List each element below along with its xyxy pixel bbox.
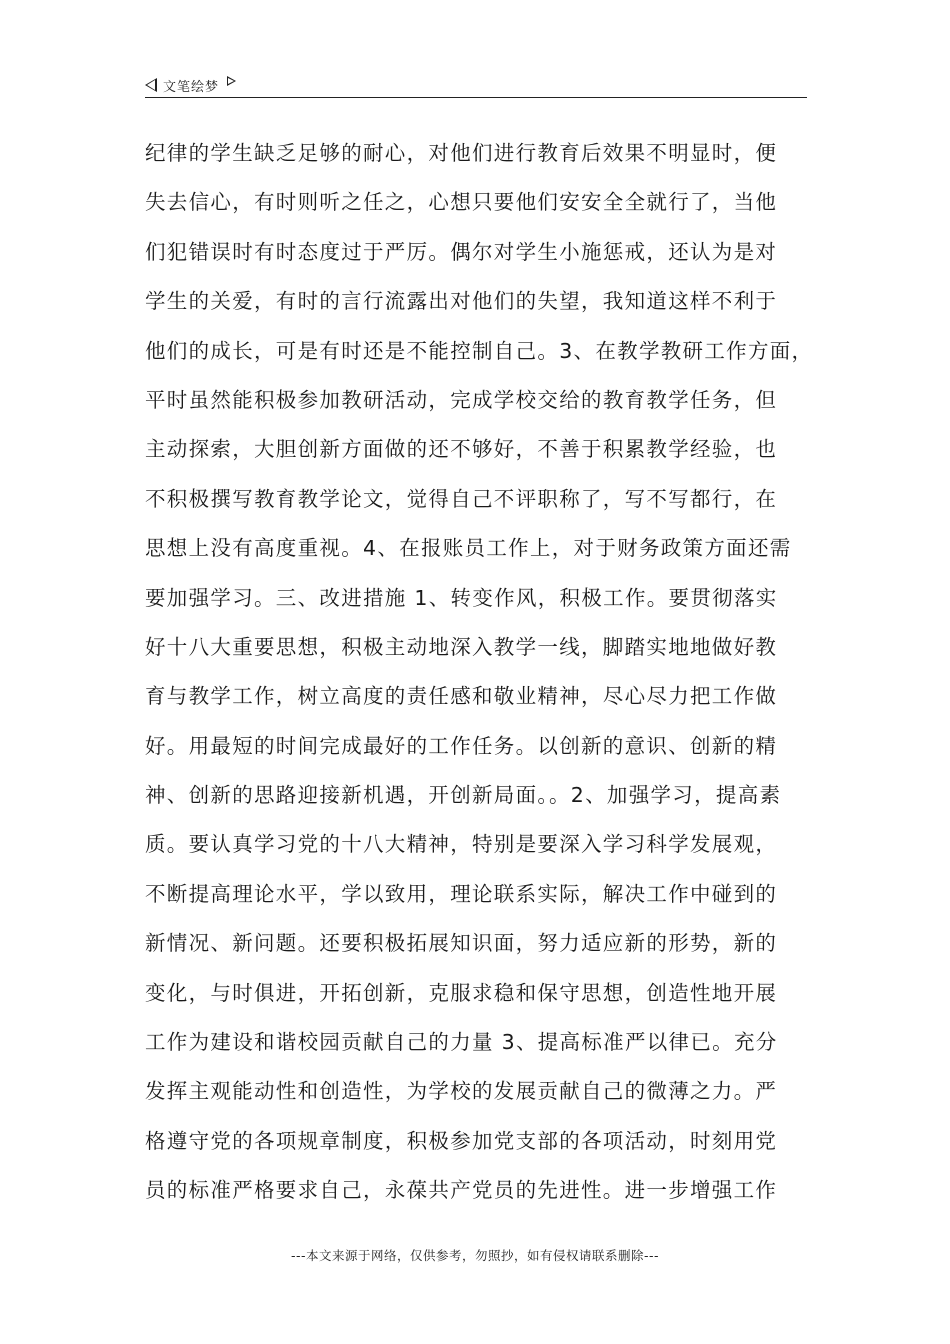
- text-line: 们犯错误时有时态度过于严厉。偶尔对学生小施惩戒，还认为是对: [145, 239, 778, 264]
- text-line: 主动探索，大胆创新方面做的还不够好，不善于积累教学经验，也: [145, 437, 778, 462]
- triangle-right-icon: [227, 76, 236, 86]
- text-line: 神、创新的思路迎接新机遇，开创新局面。。2、加强学习，提高素: [145, 783, 782, 808]
- text-line: 不积极撰写教育教学论文，觉得自己不评职称了，写不写都行，在: [145, 486, 778, 511]
- page-header: [145, 72, 807, 98]
- text-line: 格遵守党的各项规章制度，积极参加党支部的各项活动，时刻用党: [145, 1128, 778, 1153]
- header-title: 文笔绘梦: [163, 79, 220, 95]
- page-footer: ---本文来源于网络，仅供参考，勿照抄，如有侵权请联系删除---: [290, 1248, 660, 1263]
- text-line: 纪律的学生缺乏足够的耐心，对他们进行教育后效果不明显时，便: [145, 141, 778, 165]
- text-line: 工作为建设和谐校园贡献自己的力量 3、提高标准严以律已。充分: [145, 1030, 778, 1055]
- text-line: 不断提高理论水平，学以致用，理论联系实际，解决工作中碰到的: [145, 881, 778, 906]
- text-line: 新情况、新问题。还要积极拓展知识面，努力适应新的形势，新的: [145, 931, 778, 956]
- text-line: 失去信心，有时则听之任之，心想只要他们安安全全就行了，当他: [145, 190, 778, 215]
- text-line: 他们的成长，可是有时还是不能控制自己。3、在教学教研工作方面，: [145, 338, 814, 363]
- text-line: 员的标准严格要求自己，永葆共产党员的先进性。进一步增强工作: [145, 1178, 778, 1203]
- triangle-left-icon: [145, 78, 157, 92]
- text-line: 学生的关爱，有时的言行流露出对他们的失望，我知道这样不利于: [145, 289, 778, 314]
- text-line: 发挥主观能动性和创造性，为学校的发展贡献自己的微薄之力。严: [145, 1079, 778, 1104]
- text-line: 质。要认真学习党的十八大精神，特别是要深入学习科学发展观，: [145, 832, 778, 857]
- text-line: 变化，与时俱进，开拓创新，克服求稳和保守思想，创造性地开展: [145, 980, 778, 1005]
- text-line: 好。用最短的时间完成最好的工作任务。以创新的意识、创新的精: [145, 733, 778, 758]
- body-text: [145, 133, 825, 1220]
- text-line: 要加强学习。三、改进措施 1、转变作风，积极工作。要贯彻落实: [145, 585, 778, 610]
- text-line: 平时虽然能积极参加教研活动，完成学校交给的教育教学任务，但: [145, 387, 778, 412]
- header-divider: [145, 97, 807, 98]
- text-line: 育与教学工作，树立高度的责任感和敬业精神，尽心尽力把工作做: [145, 684, 778, 709]
- text-line: 好十八大重要思想，积极主动地深入教学一线，脚踏实地地做好教: [145, 634, 778, 659]
- text-line: 思想上没有高度重视。4、在报账员工作上，对于财务政策方面还需: [145, 536, 792, 561]
